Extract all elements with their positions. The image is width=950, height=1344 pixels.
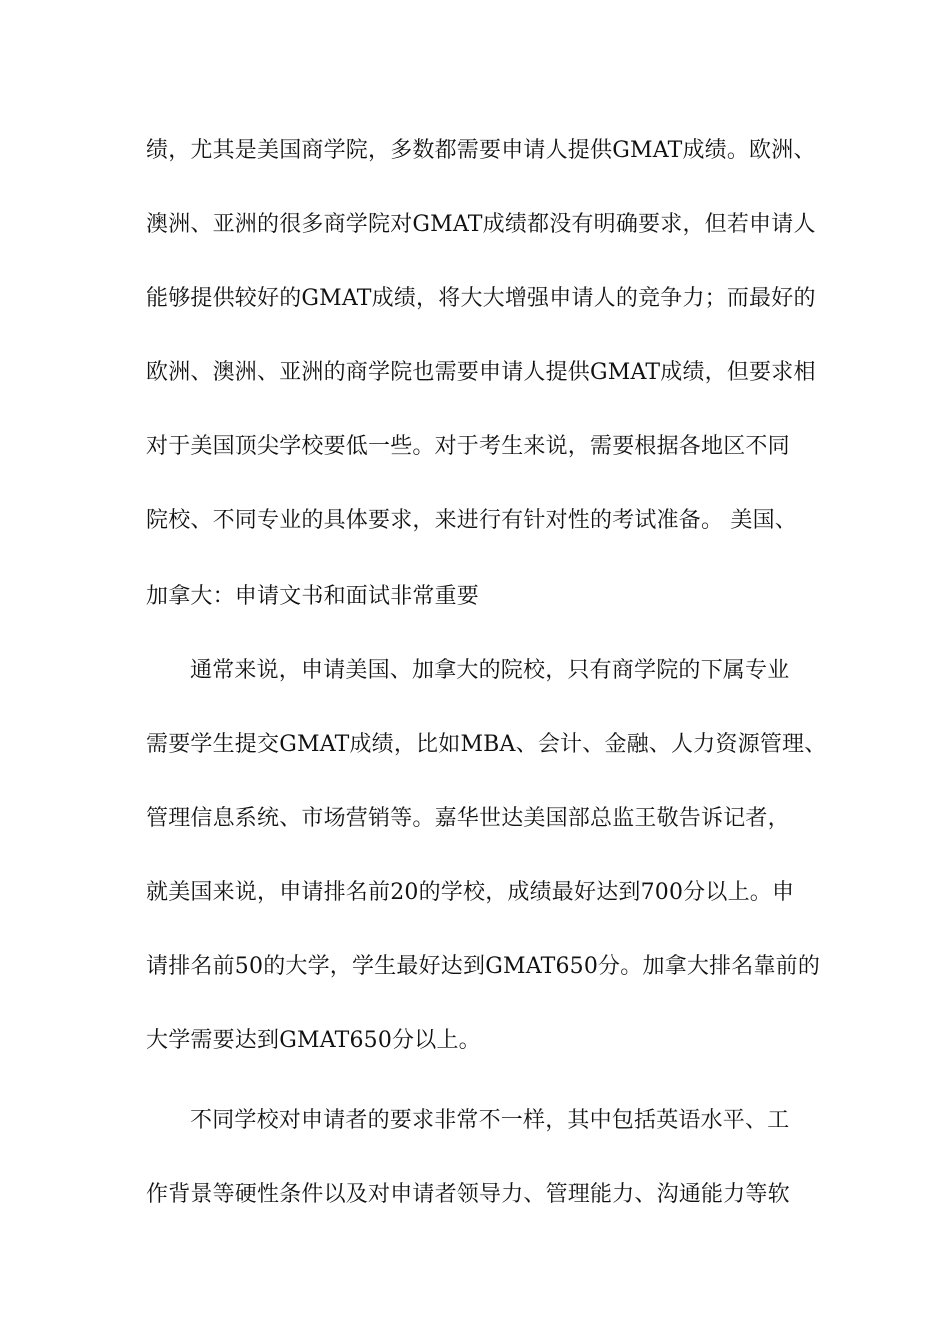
text-line: 就美国来说，申请排名前20的学校，成绩最好达到700分以上。申	[146, 880, 795, 905]
text-line: 请排名前50的大学，学生最好达到GMAT650分。加拿大排名靠前的	[146, 954, 821, 979]
text-line: 澳洲、亚洲的很多商学院对GMAT成绩都没有明确要求，但若申请人	[146, 212, 816, 237]
text-line: 大学需要达到GMAT650分以上。	[146, 1028, 481, 1053]
paragraph-first-line: 不同学校对申请者的要求非常不一样，其中包括英语水平、工	[190, 1108, 790, 1133]
text-line: 管理信息系统、市场营销等。嘉华世达美国部总监王敬告诉记者，	[146, 806, 790, 831]
section-heading: 加拿大：申请文书和面试非常重要	[146, 584, 480, 609]
paragraph-first-line: 通常来说，申请美国、加拿大的院校，只有商学院的下属专业	[190, 658, 790, 683]
text-line: 能够提供较好的GMAT成绩，将大大增强申请人的竞争力；而最好的	[146, 286, 816, 311]
text-line: 需要学生提交GMAT成绩，比如MBA、会计、金融、人力资源管理、	[146, 732, 827, 757]
text-line: 对于美国顶尖学校要低一些。对于考生来说，需要根据各地区不同	[146, 434, 790, 459]
text-line: 院校、不同专业的具体要求，来进行有针对性的考试准备。 美国、	[146, 508, 797, 533]
text-line: 作背景等硬性条件以及对申请者领导力、管理能力、沟通能力等软	[146, 1182, 790, 1207]
text-line: 欧洲、澳洲、亚洲的商学院也需要申请人提供GMAT成绩，但要求相	[146, 360, 816, 385]
text-line: 绩，尤其是美国商学院，多数都需要申请人提供GMAT成绩。欧洲、	[146, 138, 816, 163]
